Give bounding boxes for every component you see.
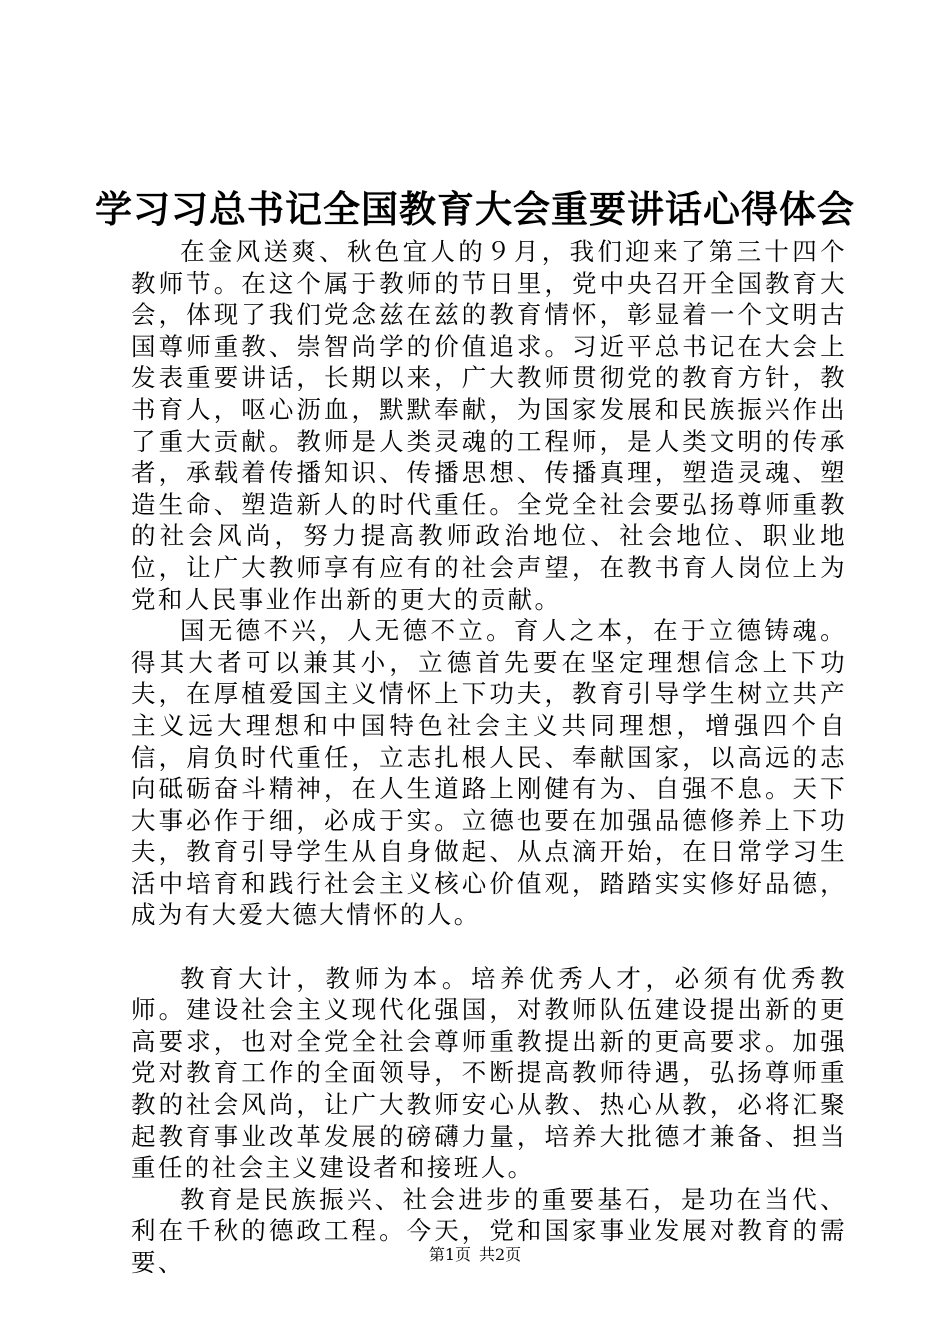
paragraph-2: 国无德不兴，人无德不立。育人之本，在于立德铸魂。得其大者可以兼其小，立德首先要在坚定理想信念上下功夫，在厚植爱国主义情怀上下功夫，教育引导学生树立共产主义远大理想和中国特色社会主义共同理想，增强四个自信，肩负时代重任，立志扎根人民、奉献国家，以高远的志向砥砺奋斗精神，在人生道路上刚健有为、自强不息。天下大事必作于细，必成于实。立德也要在加强品德修养上下功夫，教育引导学生从自身做起、从点滴开始，在日常学习生活中培育和践行社会主义核心价值观，踏踏实实修好品德，成为有大爱大德大情怀的人。: [131, 616, 847, 930]
paragraph-4: 教育是民族振兴、社会进步的重要基石，是功在当代、利在千秋的德政工程。今天，党和国家事业发展对教育的需要、: [131, 1184, 847, 1277]
page-footer: [0, 1244, 950, 1266]
page-number: 第1页: [428, 1245, 471, 1264]
paragraph-3: 教育大计，教师为本。培养优秀人才，必须有优秀教师。建设社会主义现代化强国，对教师队伍建设提出新的更高要求，也对全党全社会尊师重教提出新的更高要求。加强党对教育工作的全面领导，不断提高教师待遇，弘扬尊师重教的社会风尚，让广大教师安心从教、热心从教，必将汇聚起教育事业改革发展的磅礴力量，培养大批德才兼备、担当重任的社会主义建设者和接班人。: [131, 963, 847, 1183]
page-total: 共2页: [479, 1245, 522, 1264]
document-title: 学习习总书记全国教育大会重要讲话心得体会: [95, 187, 855, 231]
document-body: [131, 236, 847, 1279]
paragraph-1: 在金风送爽、秋色宜人的９月，我们迎来了第三十四个教师节。在这个属于教师的节日里，党中央召开全国教育大会，体现了我们党念兹在兹的教育情怀，彰显着一个文明古国尊师重教、崇智尚学的价值追求。习近平总书记在大会上发表重要讲话，长期以来，广大教师贯彻党的教育方针，教书育人，呕心沥血，默默奉献，为国家发展和民族振兴作出了重大贡献。教师是人类灵魂的工程师，是人类文明的传承者，承载着传播知识、传播思想、传播真理，塑造灵魂、塑造生命、塑造新人的时代重任。全党全社会要弘扬尊师重教的社会风尚，努力提高教师政治地位、社会地位、职业地位，让广大教师享有应有的社会声望，在教书育人岗位上为党和人民事业作出新的更大的贡献。: [131, 237, 847, 614]
